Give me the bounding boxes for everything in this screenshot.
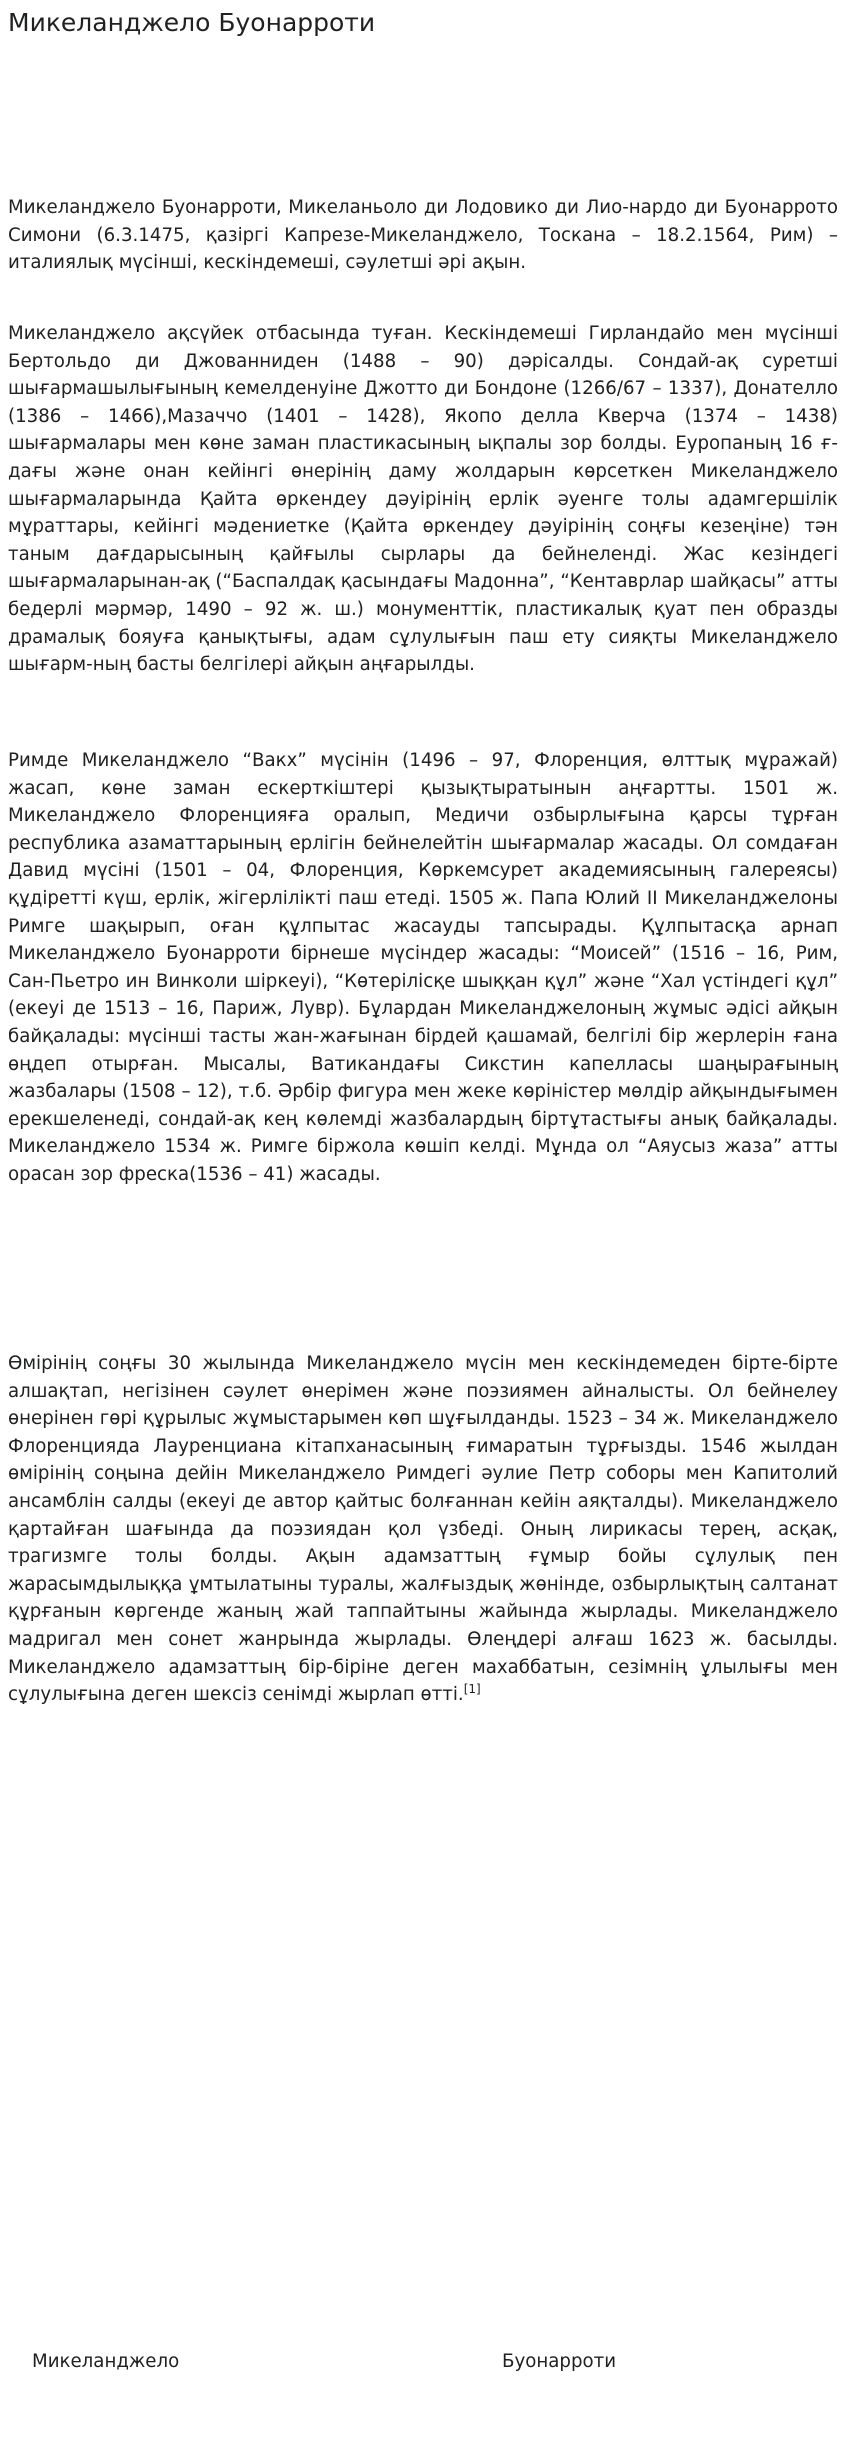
paragraph-rome-works: Римде Микеланджело “Вакх” мүсінін (1496 – 97, Флоренция, өлттық мұражай) жасап, көне заман ескерткіштері қызықтыратынын аңғартты. 1501 ж. Микеланджело Флоренцияға оралып, Медичи озбырлығына қарсы тұрған республика азаматтарының ерлігін бейнелейтін шығармалар жасады. Ол сомдаған Давид мүсіні (1501 – 04, Флоренция, Көркемсурет академиясының галереясы) құдіретті күш, ерлік, жігерлілікті паш етеді. 1505 ж. Папа Юлий II Микеланджелоны Римге шақырып, оған құлпытас жасауды тапсырады. Құлпытасқа арнап Микеланджело Буонарроти бірнеше мүсіндер жасады: “Моисей” (1516 – 16, Рим, Сан-Пьетро ин Винколи шіркеуі), “Көтерілісқе шыққан құл” және “Хал үстіндегі құл” (екеуі де 1513 – 16, Париж, Лувр). Бұлардан Микеланджелоның жұмыс әдісі айқын байқалады: мүсінші тасты жан-жағынан бірдей қашамай, белгілі бір жерлерін ғана өңдеп отырған. Мысалы, Ватикандағы Сикстин капелласы шаңырағының жазбалары (1508 – 12), т.б. Әрбір фигура мен жеке көріністер мөлдір айқындығымен ерекшеленеді, сондай-ақ кең көлемді жазбалардың біртұтастығы анық байқалады. Микеланджело 1534 ж. Римге біржола көшіп келді. Мұнда ол “Аяусыз жаза” атты орасан зор фреска(1536 – 41) жасады.: [8, 750, 838, 1185]
footer-left-label: Микеланджело: [32, 2351, 180, 2372]
paragraph-early-life: Микеланджело ақсүйек отбасында туған. Кескіндемеші Гирландайо мен мүсінші Бертольдо ди Джованниден (1488 – 90) дәрісалды. Сондай-ақ суретші шығармашылығының кемелденуіне Джотто ди Бондоне (1266/67 – 1337), Донателло (1386 – 1466),Мазаччо (1401 – 1428), Якопо делла Кверча (1374 – 1438) шығармалары мен көне заман пластикасының ықпалы зор болды. Еуропаның 16 ғ-дағы және онан кейінгі өнерінің даму жолдарын көрсеткен Микеланджело шығармаларында Қайта өркендеу дәуірінің ерлік әуенге толы адамгершілік мұраттары, кейінгі мәдениетке (Қайта өркендеу дәуірінің соңғы кезеңіне) тән таным дағдарысының қайғылы сырлары да бейнеленді. Жас кезіндегі шығармаларынан-ақ (“Баспалдақ қасындағы Мадонна”, “Кентаврлар шайқасы” атты бедерлі мәрмәр, 1490 – 92 ж. ш.) монументтік, пластикалық қуат пен образды драмалық бояуға қанықтығы, адам сұлулығын паш ету сияқты Микеланджело шығарм-ның басты белгілері айқын аңғарылды.: [8, 323, 838, 676]
page-title: Микеланджело Буонарроти: [8, 8, 376, 37]
footer-right-label: Буонарроти: [502, 2351, 617, 2372]
footnote-reference[interactable]: [464, 1682, 481, 1696]
footnote-link[interactable]: [1]: [463, 1682, 481, 1697]
paragraph-intro: Микеланджело Буонарроти, Микеланьоло ди Лодовико ди Лио-нардо ди Буонаррото Симони (6.3.1475, қазіргі Капрезе-Микеланджело, Тоскана – 18.2.1564, Рим) – италиялық мүсінші, кескіндемеші, сәулетші әрі ақын.: [8, 197, 838, 274]
paragraph-late-years-text: Өмірінің соңғы 30 жылында Микеланджело мүсін мен кескіндемеден бірте-бірте алшақтап, негізінен сәулет өнерімен және поэзиямен айналысты. Ол бейнелеу өнерінен гөрі құрылыс жұмыстарымен көп шұғылданды. 1523 – 34 ж. Микеланджело Флоренцияда Лауренциана кітапханасының ғимаратын тұрғызды. 1546 жылдан өмірінің соңына дейін Микеланджело Римдегі әулие Петр соборы мен Капитолий ансамблін салды (екеуі де автор қайтыс болғаннан кейін аяқталды). Микеланджело қартайған шағында да поэзиядан қол үзбеді. Оның лирикасы терең, асқақ, трагизмге толы болды. Ақын адамзаттың ғұмыр бойы сұлулық пен жарасымдылыққа ұмтылатыны туралы, жалғыздық жөнінде, озбырлықтың салтанат құрғанын көргенде жаның жай таппайтыны жайында жырлады. Микеланджело мадригал мен сонет жанрында жырлады. Өлеңдері алғаш 1623 ж. басылды. Микеланджело адамзаттың бір-біріне деген махаббатын, сезімнің ұлылығы мен сұлулығына деген шексіз сенімді жырлап өтті.: [8, 1353, 838, 1706]
paragraph-late-years: [8, 1350, 838, 1709]
